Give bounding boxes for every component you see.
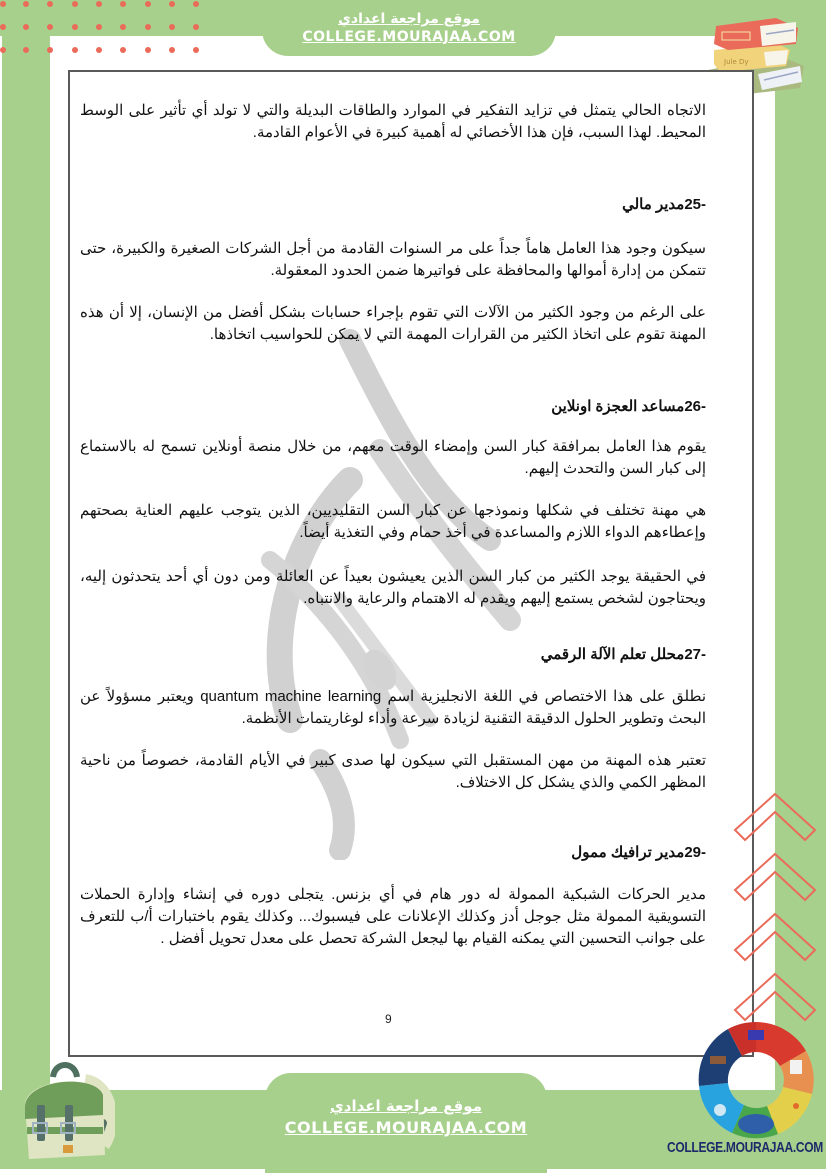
svg-text:Jule Dy: Jule Dy <box>724 58 749 66</box>
chevron-up-arrows-decoration <box>733 792 817 1032</box>
red-dot-grid <box>0 0 210 56</box>
section-26-paragraph-3: في الحقيقة يوجد الكثير من كبار السن الذين يعيشون بعيداً عن العائلة ومن دون أي أحد يتحدثون إليه، ويحتاجون لشخص يستمع إليهم ويقدم له الاهتمام والرعاية والانتباه. <box>80 568 706 607</box>
section-27-paragraph-2: تعتبر هذه المهنة من مهن المستقبل التي سيكون لها صدى كبير في الأيام القادمة، خصوصاً من ناحية المظهر الكمي والذي يشكل كل الاختلاف. <box>80 752 706 791</box>
section-heading-27: -27محلل تعلم الآلة الرقمي <box>540 646 706 663</box>
header-site-url[interactable]: COLLEGE.MOURAJAA.COM <box>302 29 516 45</box>
footer-site-banner[interactable] <box>265 1073 547 1173</box>
backpack-icon <box>15 1055 115 1163</box>
section-26-paragraph-1: يقوم هذا العامل بمرافقة كبار السن وإمضاء الوقت معهم، من خلال منصة أونلاين تسمح له بالاستماع إلى كبار السن والتحدث إليهم. <box>80 438 706 477</box>
intro-paragraph: الاتجاه الحالي يتمثل في تزايد التفكير في الموارد والطاقات البديلة والتي لا تولد أي تأثير على الوسط المحيط. لهذا السبب، فإن هذا الأخصائي له أهمية كبيرة في الأعوام القادمة. <box>80 102 706 141</box>
left-green-strip <box>2 0 50 1090</box>
section-27-paragraph-1: نطلق على هذا الاختصاص في اللغة الانجليزية اسم quantum machine learning ويعتبر مسؤولاً عن البحث وتطوير الحلول الدقيقة التقنية لزيادة سرعة وأداء لوغاريتمات الأنظمة. <box>80 688 706 727</box>
section-heading-29: -29مدير ترافيك ممول <box>571 844 706 861</box>
page-number: 9 <box>385 1012 392 1026</box>
section-25-paragraph-1: سيكون وجود هذا العامل هاماً جداً على مر السنوات القادمة من أجل الشركات الصغيرة والكبيرة، حتى تتمكن من إدارة أموالها والمحافظة على فواتيرها ضمن الحدود المعقولة. <box>80 240 706 279</box>
education-wheel-logo <box>696 1020 816 1140</box>
section-25-paragraph-2: على الرغم من وجود الكثير من الآلات التي تقوم بإجراء حسابات بشكل أفضل من الإنسان، إلا أن هذه المهنة تقوم على اتخاذ الكثير من القرارات المهمة التي لا يمكن للحواسيب اتخاذها. <box>80 304 706 343</box>
section-heading-26: -26مساعد العجزة اونلاين <box>551 398 706 415</box>
footer-site-name[interactable]: موقع مراجعة اعدادي <box>330 1097 482 1115</box>
section-heading-25: -25مدير مالي <box>622 196 706 213</box>
section-26-paragraph-2: هي مهنة تختلف في شكلها ونموذجها عن كبار السن التقليديين، الذين يتوجب عليهم العناية بصحتهم وإعطاءهم الدواء اللازم والمساعدة في أخذ حمام وفي التغذية أيضاً. <box>80 502 706 541</box>
header-site-banner[interactable] <box>262 0 556 56</box>
footer-logo-text[interactable]: COLLEGE.MOURAJAA.COM <box>666 1138 823 1156</box>
section-29-paragraph-1: مدير الحركات الشبكية الممولة له دور هام في أي بزنس. يتجلى دوره في إنشاء وإدارة الحملات التسويقية الممولة مثل جوجل أدز وكذلك الإعلانات على فيسبوك... وكذلك يقوم باختبارات أ/ب للتعرف على جوانب التحسين التي يمكنه القيام بها ليجعل الشركة تحصل على معدل تحويل أفضل . <box>80 886 706 947</box>
footer-site-url[interactable]: COLLEGE.MOURAJAA.COM <box>284 1118 528 1137</box>
header-site-name[interactable]: موقع مراجعة اعدادي <box>338 11 480 27</box>
